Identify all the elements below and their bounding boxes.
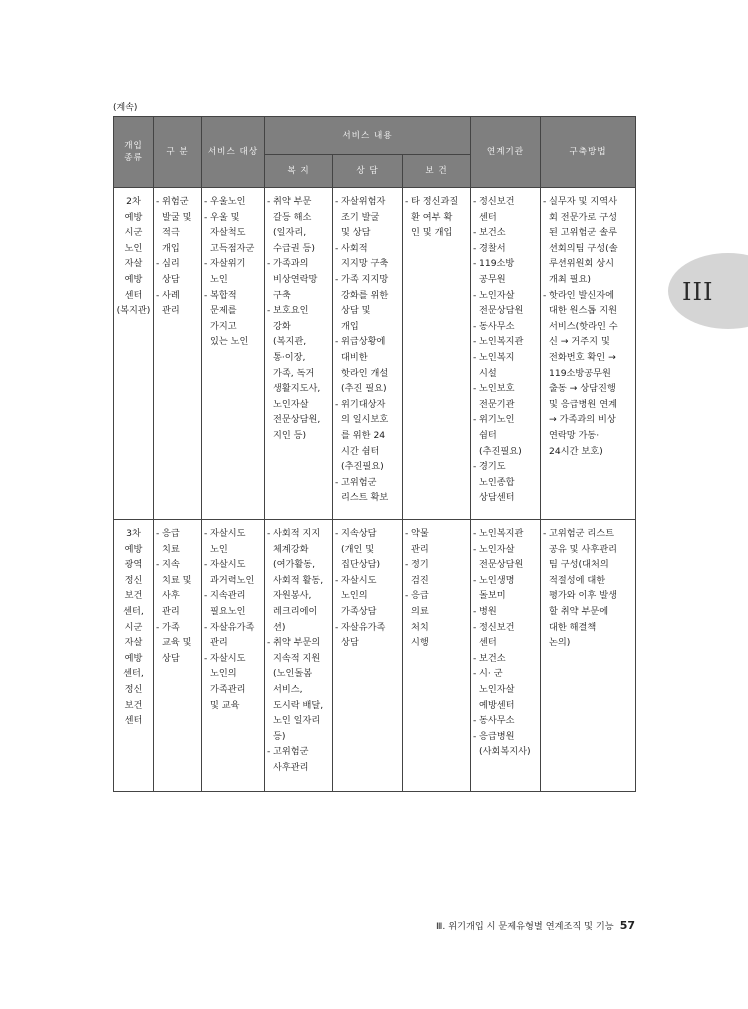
list-item-text: 보건소 — [479, 652, 506, 664]
list-item — [473, 604, 538, 620]
cell-health — [403, 520, 471, 792]
list-item-text: 위험군 발굴 및 적극 개입 — [162, 196, 192, 254]
list-item-text: 노인복지관 — [479, 336, 524, 348]
list-item — [156, 526, 199, 557]
list-item-text: 심리 상담 — [162, 258, 180, 285]
list-item — [267, 744, 330, 775]
page-number: 57 — [619, 919, 635, 932]
list-item — [473, 573, 538, 604]
list-item — [473, 651, 538, 667]
bullet-dash: - — [473, 621, 477, 633]
list-item-text: 복합적 문제를 가지고 있는 노인 — [210, 289, 249, 348]
list-item — [267, 635, 330, 744]
list-item — [473, 225, 538, 241]
list-item-text: 위기노인 쉼터 (추진필요) — [479, 414, 522, 457]
cell-counsel — [333, 188, 403, 520]
bullet-dash: - — [204, 289, 208, 301]
list-item-text: 지속관리 필요노인 — [210, 590, 246, 617]
list-item — [405, 557, 468, 588]
bullet-dash: - — [335, 273, 339, 285]
list-item — [543, 194, 633, 288]
list-item — [473, 666, 538, 713]
list-item — [204, 620, 262, 651]
list-item-text: 응급 치료 — [162, 528, 180, 555]
list-item — [204, 256, 262, 287]
list-item — [335, 475, 400, 506]
bullet-dash: - — [543, 196, 547, 207]
list-item-text: 노인복지관 — [479, 528, 524, 539]
list-item — [204, 210, 262, 257]
list-item-text: 타 정신과질 환 여부 확 인 및 개입 — [411, 196, 459, 239]
bullet-dash: - — [473, 196, 477, 207]
list-item — [335, 397, 400, 475]
list-item-text: 핫라인 발신자에 대한 원스톱 지원 서비스(핫라인 수 신 → 거주지 및 전화번호 확인 → 119소방공무원 출동 → 상담진행 및 응급병원 연계 → 가족과의 비상 연락망 가동· 24시간 보호) — [549, 289, 618, 457]
footer-title: Ⅲ. 위기개입 시 문제유형별 연계조직 및 기능 — [436, 921, 614, 932]
bullet-dash: - — [267, 196, 271, 207]
header-category: 구 분 — [154, 117, 202, 188]
cell-welfare — [265, 520, 333, 792]
list-item-text: 위급상황에 대비한 핫라인 개설 (추진 필요) — [341, 336, 389, 395]
list-item-text: 자살시도 노인의 가족관리 및 교육 — [210, 652, 246, 711]
list-item-text: 응급 의료 처치 시행 — [411, 590, 429, 649]
list-item-text: 응급병원 (사회복지사) — [479, 730, 531, 758]
bullet-dash: - — [335, 528, 339, 539]
header-target: 서비스 대상 — [202, 117, 265, 188]
bullet-dash: - — [473, 574, 477, 586]
cell-agency — [471, 188, 541, 520]
bullet-dash: - — [267, 258, 271, 270]
bullet-dash: - — [156, 621, 160, 633]
list-item — [204, 588, 262, 619]
list-item-text: 동사무소 — [479, 320, 515, 332]
list-item — [473, 241, 538, 257]
header-welfare: 복 지 — [265, 155, 333, 188]
list-item-text: 시· 군 노인자살 예방센터 — [479, 668, 515, 711]
continued-label: (계속) — [113, 103, 138, 113]
bullet-dash: - — [156, 559, 160, 571]
list-item — [405, 588, 468, 650]
bullet-dash: - — [405, 196, 409, 207]
bullet-dash: - — [473, 351, 477, 363]
bullet-dash: - — [156, 196, 160, 207]
list-item-text: 보건소 — [479, 227, 506, 239]
cell-agency — [471, 520, 541, 792]
bullet-dash: - — [335, 398, 339, 410]
bullet-dash: - — [473, 320, 477, 332]
list-item — [335, 573, 400, 620]
list-item — [473, 526, 538, 542]
list-item-text: 경찰서 — [479, 242, 506, 254]
list-item-text: 고위험군 리스트 확보 — [341, 476, 389, 504]
list-item-text: 정기 검진 — [411, 559, 429, 586]
list-item — [473, 288, 538, 319]
header-content: 서비스 내용 — [265, 117, 471, 155]
list-item — [156, 288, 199, 319]
bullet-dash: - — [335, 621, 339, 633]
list-item — [473, 350, 538, 381]
bullet-dash: - — [473, 258, 477, 270]
list-item — [156, 620, 199, 667]
bullet-dash: - — [473, 227, 477, 239]
list-item — [204, 557, 262, 588]
bullet-dash: - — [204, 652, 208, 664]
list-item-text: 경기도 노인종합 상담센터 — [479, 461, 515, 504]
cell-category — [154, 188, 202, 520]
list-item-text: 보호요인 강화 (복지관, 통·이장, 가족, 독거 생활지도사, 노인자살 전문상담원, 지인 등) — [273, 305, 321, 441]
bullet-dash: - — [405, 590, 409, 602]
bullet-dash: - — [473, 242, 477, 254]
bullet-dash: - — [335, 196, 339, 207]
list-item — [473, 334, 538, 350]
list-item — [204, 288, 262, 350]
list-item-text: 병원 — [479, 605, 497, 617]
bullet-dash: - — [473, 414, 477, 426]
bullet-dash: - — [543, 289, 547, 301]
list-item — [473, 256, 538, 287]
header-type: 개입 종류 — [114, 117, 154, 188]
list-item-text: 노인생명 돌보미 — [479, 574, 515, 602]
bullet-dash: - — [473, 289, 477, 301]
bullet-dash: - — [335, 336, 339, 348]
list-item-text: 노인복지 시설 — [479, 351, 515, 379]
bullet-dash: - — [204, 211, 208, 223]
bullet-dash: - — [267, 637, 271, 649]
list-item-text: 자살시도 과거력노인 — [210, 559, 255, 586]
cell-method — [541, 188, 636, 520]
list-item — [267, 194, 330, 256]
list-item — [405, 194, 468, 241]
list-item — [335, 334, 400, 396]
list-item-text: 자살위기 노인 — [210, 258, 246, 285]
list-item — [204, 651, 262, 713]
header-agency: 연계기관 — [471, 117, 541, 188]
header-counsel: 상 담 — [333, 155, 403, 188]
list-item — [473, 412, 538, 459]
list-item-text: 위기대상자 의 일시보호 를 위한 24 시간 쉼터 (추진필요) — [341, 398, 389, 473]
cell-target — [202, 188, 265, 520]
bullet-dash: - — [335, 574, 339, 586]
cell-type: 2차 예방 시군 노인 자살 예방 센터 (복지관) — [114, 188, 154, 520]
list-item — [405, 526, 468, 557]
bullet-dash: - — [473, 543, 477, 555]
list-item — [156, 194, 199, 256]
table-row — [114, 520, 636, 792]
cell-counsel — [333, 520, 403, 792]
bullet-dash: - — [473, 730, 477, 742]
list-item-text: 취약 부문의 지속적 지원 (노인돌봄 서비스, 도시락 배달, 노인 일자리 등) — [273, 637, 324, 742]
list-item-text: 노인자살 전문상담원 — [479, 543, 524, 571]
list-item-text: 노인자살 전문상담원 — [479, 289, 524, 317]
bullet-dash: - — [156, 528, 160, 539]
list-item — [156, 557, 199, 619]
bullet-dash: - — [405, 528, 409, 539]
list-item-text: 실무자 및 지역사 회 전문가로 구성 된 고위험군 솔루 션회의팀 구성(솔 루션위원회 상시 개최 필요) — [549, 196, 618, 285]
list-item — [473, 542, 538, 573]
list-item-text: 노인보호 전문기관 — [479, 383, 515, 410]
cell-welfare — [265, 188, 333, 520]
list-item-text: 우울 및 자살척도 고득점자군 — [210, 211, 255, 254]
bullet-dash: - — [473, 605, 477, 617]
list-item-text: 사회적 지지 체계강화 (여가활동, 사회적 활동, 자원봉사, 레크리에이 션) — [273, 528, 324, 633]
list-item — [473, 620, 538, 651]
bullet-dash: - — [473, 461, 477, 473]
list-item-text: 지속 치료 및 사후 관리 — [162, 559, 192, 617]
bullet-dash: - — [156, 289, 160, 301]
list-item-text: 가족 지지망 강화를 위한 상담 및 개입 — [341, 273, 389, 332]
list-item-text: 119소방 공무원 — [479, 258, 515, 285]
list-item-text: 약물 관리 — [411, 528, 429, 555]
list-item — [543, 526, 633, 651]
bullet-dash: - — [473, 652, 477, 664]
list-item-text: 자살시도 노인의 가족상담 — [341, 574, 377, 617]
list-item — [267, 526, 330, 635]
list-item-text: 동사무소 — [479, 715, 515, 727]
list-item — [473, 729, 538, 760]
list-item — [543, 288, 633, 460]
bullet-dash: - — [156, 258, 160, 270]
list-item-text: 자살위험자 조기 발굴 및 상담 — [341, 196, 386, 239]
header-method: 구축방법 — [541, 117, 636, 188]
bullet-dash: - — [473, 528, 477, 539]
list-item — [335, 241, 400, 272]
list-item — [335, 620, 400, 651]
list-item-text: 가족과의 비상연락망 구축 — [273, 258, 318, 301]
bullet-dash: - — [335, 242, 339, 254]
list-item — [267, 256, 330, 303]
list-item-text: 사회적 지지망 구축 — [341, 242, 389, 270]
list-item — [335, 272, 400, 334]
bullet-dash: - — [204, 528, 208, 539]
list-item — [473, 194, 538, 225]
bullet-dash: - — [405, 559, 409, 571]
list-item-text: 정신보건 센터 — [479, 621, 515, 649]
cell-health — [403, 188, 471, 520]
list-item — [473, 713, 538, 729]
bullet-dash: - — [204, 590, 208, 602]
bullet-dash: - — [204, 559, 208, 571]
bullet-dash: - — [543, 528, 547, 539]
bullet-dash: - — [204, 258, 208, 270]
cell-category — [154, 520, 202, 792]
list-item — [335, 194, 400, 241]
list-item-text: 자살유가족 관리 — [210, 621, 255, 649]
list-item-text: 정신보건 센터 — [479, 196, 515, 223]
list-item-text: 지속상담 (개인 및 집단상담) — [341, 528, 381, 571]
bullet-dash: - — [473, 668, 477, 680]
bullet-dash: - — [473, 383, 477, 395]
intervention-table — [113, 116, 636, 792]
list-item-text: 가족 교육 및 상담 — [162, 621, 192, 664]
bullet-dash: - — [267, 528, 271, 539]
cell-method — [541, 520, 636, 792]
list-item-text: 자살유가족 상담 — [341, 621, 386, 649]
bullet-dash: - — [473, 336, 477, 348]
list-item-text: 자살시도 노인 — [210, 528, 246, 555]
bullet-dash: - — [204, 196, 208, 207]
list-item — [335, 526, 400, 573]
bullet-dash: - — [204, 621, 208, 633]
bullet-dash: - — [267, 746, 271, 758]
list-item-text: 사례 관리 — [162, 289, 180, 317]
list-item — [156, 256, 199, 287]
list-item — [473, 319, 538, 335]
list-item-text: 우울노인 — [210, 196, 246, 207]
list-item-text: 취약 부문 갈등 해소 (일자리, 수급권 등) — [273, 196, 316, 254]
table-row — [114, 188, 636, 520]
bullet-dash: - — [473, 715, 477, 727]
list-item — [473, 381, 538, 412]
bullet-dash: - — [267, 305, 271, 317]
section-tab-label: III — [682, 278, 714, 306]
list-item-text: 고위험군 리스트 공유 및 사후관리 팀 구성(대처의 적절성에 대한 평가와 이후 발생 할 취약 부문에 대한 해결책 논의) — [549, 528, 617, 649]
page-footer — [436, 918, 635, 932]
list-item-text: 고위험군 사후관리 — [273, 746, 309, 773]
cell-target — [202, 520, 265, 792]
list-item — [473, 459, 538, 506]
bullet-dash: - — [335, 476, 339, 488]
header-health: 보 건 — [403, 155, 471, 188]
list-item — [267, 303, 330, 443]
list-item — [204, 526, 262, 557]
cell-type: 3차 예방 광역 정신 보건 센터, 시군 자살 예방 센터, 정신 보건 센터 — [114, 520, 154, 792]
list-item — [204, 194, 262, 210]
